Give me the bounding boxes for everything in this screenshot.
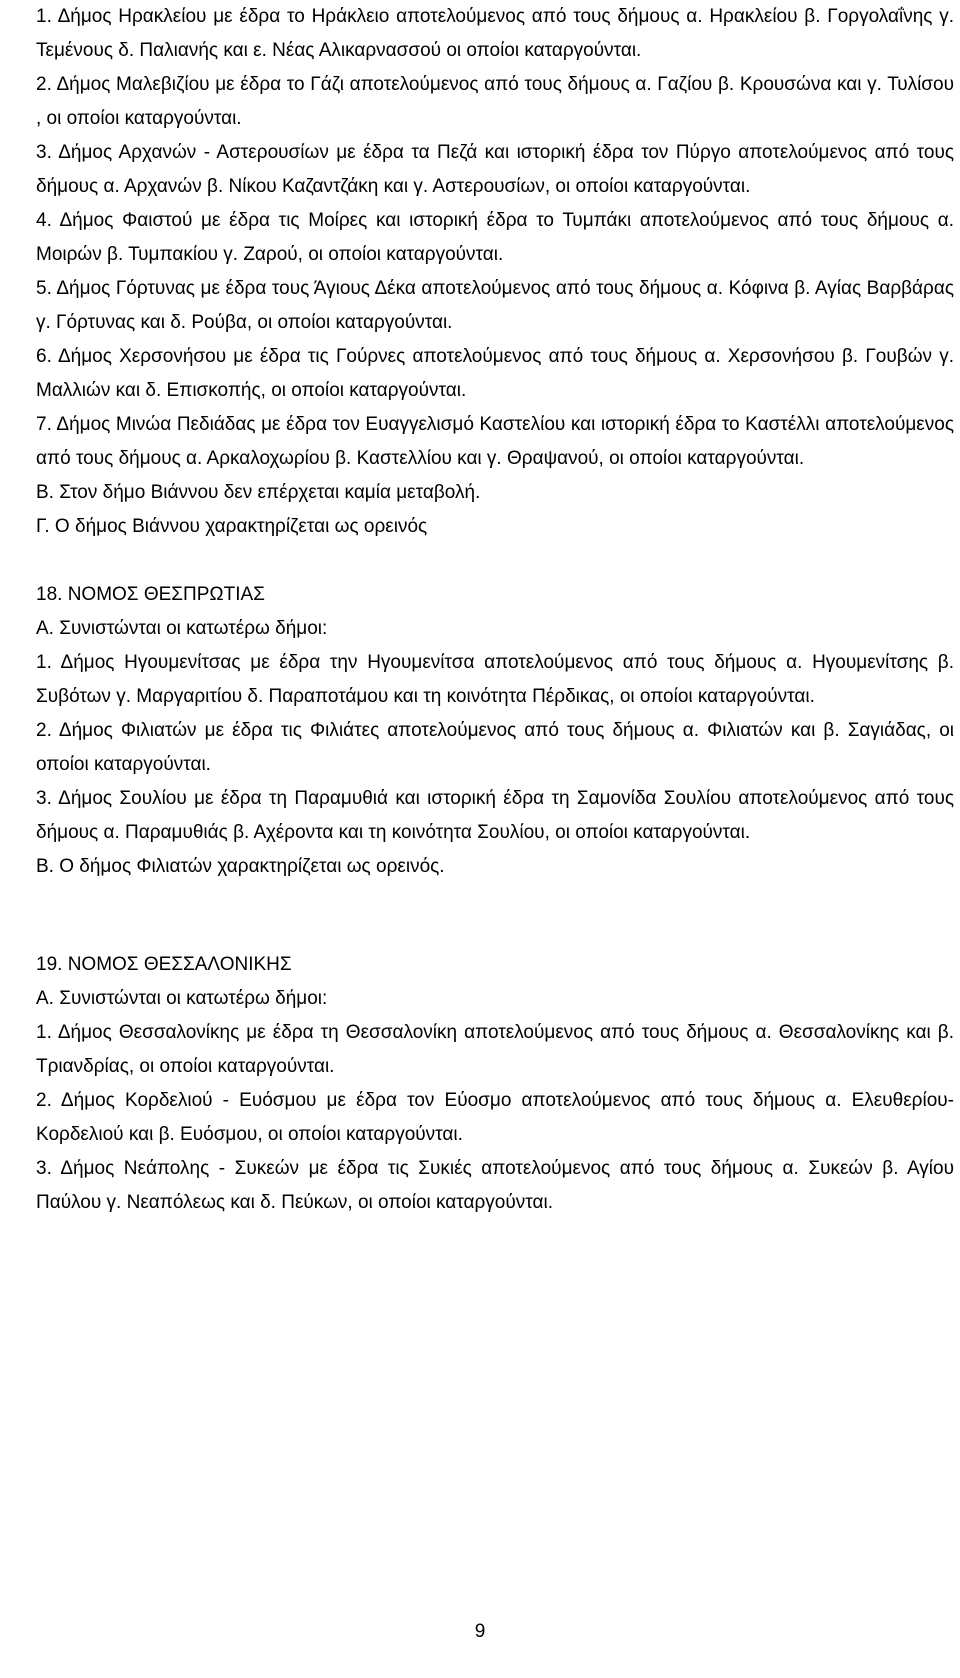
section-18-item-2: 2. Δήμος Φιλιατών με έδρα τις Φιλιάτες αποτελούμενος από τους δήμους α. Φιλιατών και β. Σαγιάδας, οι οποίοι καταργούνται. <box>36 720 954 775</box>
article-item-7: 7. Δήμος Μινώα Πεδιάδας με έδρα τον Ευαγγελισμό Καστελίου και ιστορική έδρα το Καστέλλι αποτελούμενος από τους δήμους α. Αρκαλοχωρίου β. Καστελλίου και γ. Θραψανού, οι οποίοι καταργούνται. <box>36 414 954 469</box>
section-18-item-1: 1. Δήμος Ηγουμενίτσας με έδρα την Ηγουμενίτσα αποτελούμενος από τους δήμους α. Ηγουμενίτσης β. Συβότων γ. Μαργαριτίου δ. Παραποτάμου και τη κοινότητα Πέρδικας, οι οποίοι καταργούνται. <box>36 652 954 707</box>
spacer <box>36 884 954 948</box>
section-18-item-3: 3. Δήμος Σουλίου με έδρα τη Παραμυθιά και ιστορική έδρα τη Σαμονίδα Σουλίου αποτελούμενος από τους δήμους α. Παραμυθιάς β. Αχέροντα και τη κοινότητα Σουλίου, οι οποίοι καταργούνται. <box>36 788 954 843</box>
section-19-item-1: 1. Δήμος Θεσσαλονίκης με έδρα τη Θεσσαλονίκη αποτελούμενος από τους δήμους α. Θεσσαλονίκης και β. Τριανδρίας, οι οποίοι καταργούνται. <box>36 1022 954 1077</box>
section-heading-18: 18. ΝΟΜΟΣ ΘΕΣΠΡΩΤΙΑΣ <box>36 584 265 605</box>
section-19-item-3: 3. Δήμος Νεάπολης - Συκεών με έδρα τις Συκιές αποτελούμενος από τους δήμους α. Συκεών β. Αγίου Παύλου γ. Νεαπόλεως και δ. Πεύκων, οι οποίοι καταργούνται. <box>36 1158 954 1213</box>
article-item-4: 4. Δήμος Φαιστού με έδρα τις Μοίρες και ιστορική έδρα το Τυμπάκι αποτελούμενος από τους δήμους α. Μοιρών β. Τυμπακίου γ. Ζαρού, οι οποίοι καταργούνται. <box>36 210 954 265</box>
article-item-6: 6. Δήμος Χερσονήσου με έδρα τις Γούρνες αποτελούμενος από τους δήμους α. Χερσονήσου β. Γουβών γ. Μαλλιών και δ. Επισκοπής, οι οποίοι καταργούνται. <box>36 346 954 401</box>
page-number: 9 <box>474 1621 486 1642</box>
section-intro-18: Α. Συνιστώνται οι κατωτέρω δήμοι: <box>36 618 328 639</box>
spacer <box>36 544 954 578</box>
section-heading-19: 19. ΝΟΜΟΣ ΘΕΣΣΑΛΟΝΙΚΗΣ <box>36 954 292 975</box>
document-body <box>36 0 954 1220</box>
article-item-2: 2. Δήμος Μαλεβιζίου με έδρα το Γάζι αποτελούμενος από τους δήμους α. Γαζίου β. Κρουσώνα και γ. Τυλίσου , οι οποίοι καταργούνται. <box>36 74 954 129</box>
section-intro-19: Α. Συνιστώνται οι κατωτέρω δήμοι: <box>36 988 328 1009</box>
article-item-5: 5. Δήμος Γόρτυνας με έδρα τους Άγιους Δέκα αποτελούμενος από τους δήμους α. Κόφινα β. Αγίας Βαρβάρας γ. Γόρτυνας και δ. Ρούβα, οι οποίοι καταργούνται. <box>36 278 954 333</box>
article-item-1: 1. Δήμος Ηρακλείου με έδρα το Ηράκλειο αποτελούμενος από τους δήμους α. Ηρακλείου β. Γοργολαΐνης γ. Τεμένους δ. Παλιανής και ε. Νέας Αλικαρνασσού οι οποίοι καταργούνται. <box>36 6 954 61</box>
clause-c: Γ. Ο δήμος Βιάννου χαρακτηρίζεται ως ορεινός <box>36 516 428 537</box>
section-18-clause-b: Β. Ο δήμος Φιλιατών χαρακτηρίζεται ως ορεινός. <box>36 856 445 877</box>
article-item-3: 3. Δήμος Αρχανών - Αστερουσίων με έδρα τα Πεζά και ιστορική έδρα τον Πύργο αποτελούμενος από τους δήμους α. Αρχανών β. Νίκου Καζαντζάκη και γ. Αστερουσίων, οι οποίοι καταργούνται. <box>36 142 954 197</box>
section-19-item-2: 2. Δήμος Κορδελιού - Ευόσμου με έδρα τον Εύοσμο αποτελούμενος από τους δήμους α. Ελευθερίου-Κορδελιού και β. Ευόσμου, οι οποίοι καταργούνται. <box>36 1090 954 1145</box>
clause-b: Β. Στον δήμο Βιάννου δεν επέρχεται καμία μεταβολή. <box>36 482 481 503</box>
